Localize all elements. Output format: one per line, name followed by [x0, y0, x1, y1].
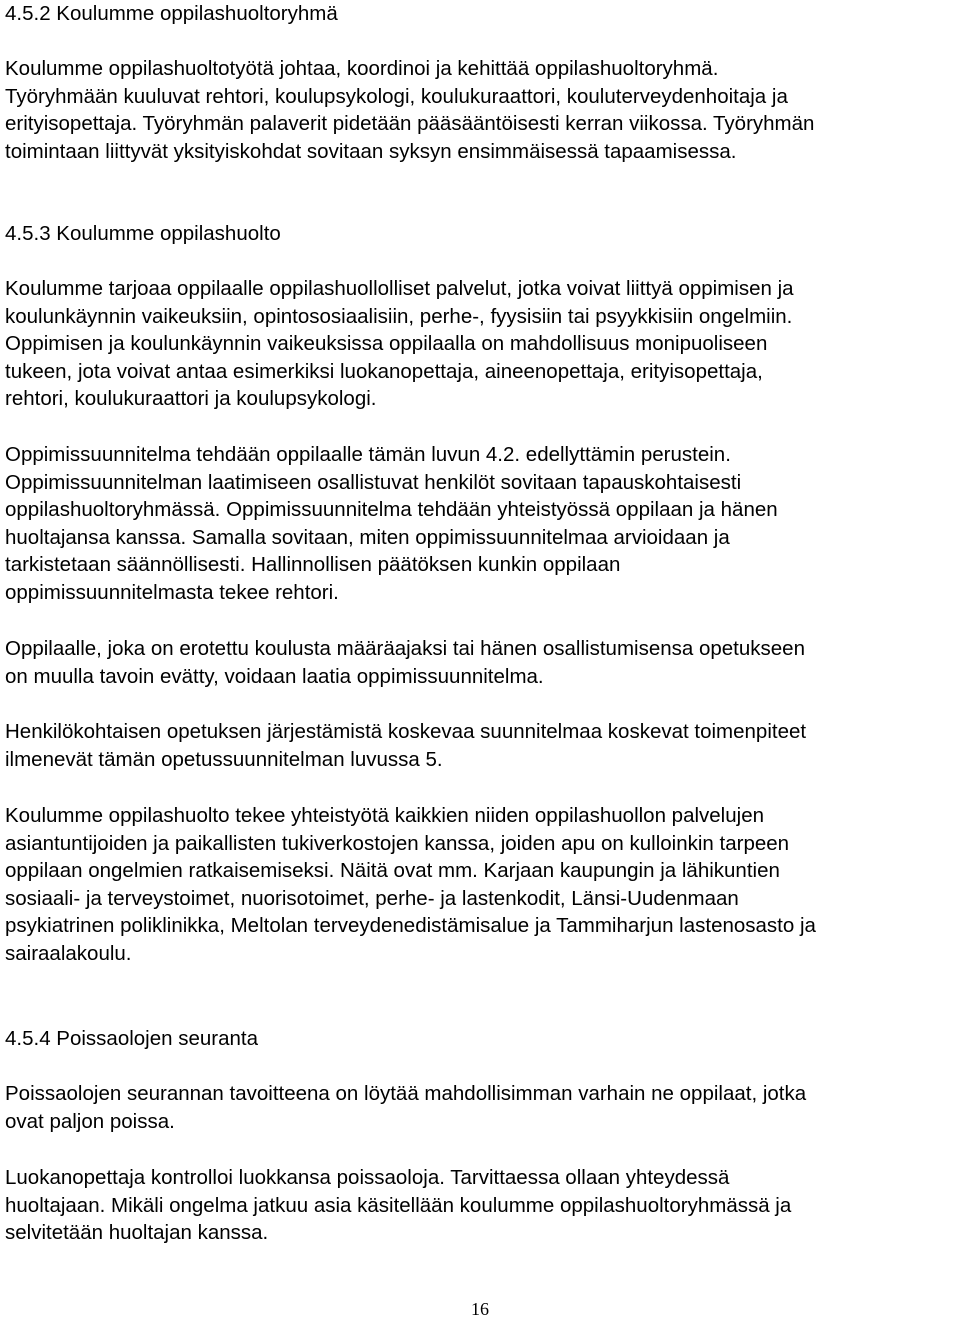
paragraph	[5, 55, 814, 165]
text-line: Oppimisen ja koulunkäynnin vaikeuksissa oppilaalla on mahdollisuus monipuoliseen	[5, 332, 768, 355]
paragraph	[5, 1080, 806, 1135]
text-line: rehtori, koulukuraattori ja koulupsykologi.	[5, 387, 377, 410]
paragraph	[5, 1164, 791, 1247]
text-line: Oppimissuunnitelman laatimiseen osallistuvat henkilöt sovitaan tapauskohtaisesti	[5, 470, 742, 494]
text-line: asiantuntijoiden ja paikallisten tukiverkostojen kanssa, joiden apu on kulloinkin tarpeen	[5, 831, 790, 855]
text-line: Työryhmään kuuluvat rehtori, koulupsykologi, koulukuraattori, kouluterveydenhoitaja ja	[5, 84, 788, 108]
text-line: on muulla tavoin evätty, voidaan laatia oppimissuunnitelma.	[5, 664, 544, 688]
text-line: erityisopettaja. Työryhmän palaverit pidetään pääsääntöisesti kerran viikossa. Työryhmän	[5, 112, 815, 135]
text-line: koulunkäynnin vaikeuksiin, opintososiaalisiin, perhe-, fyysisiin tai psyykkisiin ongelmiin.	[5, 304, 793, 328]
text-line: huoltajaan. Mikäli ongelma jatkuu asia käsitellään koulumme oppilashuoltoryhmässä ja	[5, 1193, 792, 1217]
text-line: selvitetään huoltajan kanssa.	[5, 1221, 269, 1244]
text-line: toimintaan liittyvät yksityiskohdat sovitaan syksyn ensimmäisessä tapaamisessa.	[5, 139, 737, 163]
section-heading-4-5-2: 4.5.2 Koulumme oppilashuoltoryhmä	[5, 2, 338, 25]
text-line: oppilaan ongelmien ratkaisemiseksi. Näitä ovat mm. Karjaan kaupungin ja lähikuntien	[5, 859, 780, 882]
text-line: huoltajansa kanssa. Samalla sovitaan, miten oppimissuunnitelmaa arvioidaan ja	[5, 525, 730, 549]
text-line: Luokanopettaja kontrolloi luokkansa poissaoloja. Tarvittaessa ollaan yhteydessä	[5, 1166, 730, 1189]
text-line: ovat paljon poissa.	[5, 1109, 175, 1133]
text-line: Poissaolojen seurannan tavoitteena on löytää mahdollisimman varhain ne oppilaat, jotka	[5, 1082, 807, 1105]
text-line: Oppimissuunnitelma tehdään oppilaalle tämän luvun 4.2. edellyttämin perustein.	[5, 443, 731, 466]
section-heading-4-5-4: 4.5.4 Poissaolojen seuranta	[5, 1027, 259, 1050]
paragraph	[5, 802, 816, 967]
text-line: Koulumme tarjoaa oppilaalle oppilashuollolliset palvelut, jotka voivat liittyä oppimisen ja	[5, 277, 794, 300]
text-line: oppimissuunnitelmasta tekee rehtori.	[5, 580, 339, 604]
paragraph	[5, 635, 805, 690]
text-line: tarkistetaan säännöllisesti. Hallinnollisen päätöksen kunkin oppilaan	[5, 553, 621, 576]
text-line: Koulumme oppilashuoltotyötä johtaa, koordinoi ja kehittää oppilashuoltoryhmä.	[5, 57, 719, 80]
text-line: Oppilaalle, joka on erotettu koulusta määräajaksi tai hänen osallistumisensa opetukseen	[5, 637, 805, 660]
text-line: oppilashuoltoryhmässä. Oppimissuunnitelma tehdään yhteistyössä oppilaan ja hänen	[5, 498, 778, 521]
paragraph	[5, 441, 778, 606]
paragraph	[5, 275, 794, 413]
text-line: ilmenevät tämän opetussuunnitelman luvussa 5.	[5, 747, 443, 771]
section-heading-4-5-3: 4.5.3 Koulumme oppilashuolto	[5, 222, 281, 245]
text-line: Henkilökohtaisen opetuksen järjestämistä koskevaa suunnitelmaa koskevat toimenpiteet	[5, 720, 807, 743]
text-line: sosiaali- ja terveystoimet, nuorisotoimet, perhe- ja lastenkodit, Länsi-Uudenmaan	[5, 886, 739, 910]
page-number: 16	[471, 1299, 489, 1319]
text-line: sairaalakoulu.	[5, 941, 132, 965]
paragraph	[5, 718, 806, 773]
text-line: psykiatrinen poliklinikka, Meltolan terveydenedistämisalue ja Tammiharjun lastenosasto ja	[5, 914, 816, 937]
text-line: tukeen, jota voivat antaa esimerkiksi luokanopettaja, aineenopettaja, erityisopettaja,	[5, 359, 763, 383]
text-line: Koulumme oppilashuolto tekee yhteistyötä kaikkien niiden oppilashuollon palvelujen	[5, 804, 764, 827]
